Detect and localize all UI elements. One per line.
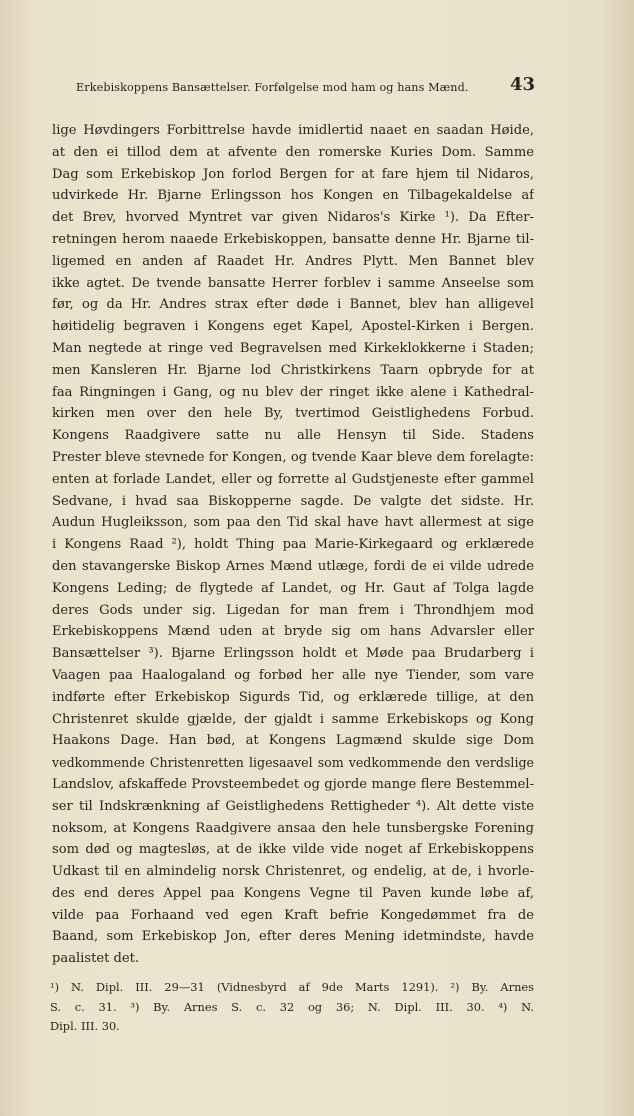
body-line: Erkebiskoppens Mænd uden at bryde sig om hans Advarsler eller	[52, 624, 534, 640]
body-line: ser til Indskrænkning af Geistlighedens Rettigheder ⁴). Alt dette viste	[52, 798, 534, 814]
body-line: Prester bleve stevnede for Kongen, og tvende Kaar bleve dem forelagte:	[52, 449, 534, 465]
body-line: Landslov, afskaffede Provsteembedet og gjorde mange flere Bestemmel-	[52, 776, 534, 792]
body-line: des end deres Appel paa Kongens Vegne til Paven kunde løbe af,	[52, 885, 534, 901]
body-line: Baand, som Erkebiskop Jon, efter deres Mening idetmindste, havde	[52, 929, 534, 945]
body-line: Bansættelser ³). Bjarne Erlingsson holdt et Møde paa Brudarberg i	[52, 646, 534, 662]
footnote-line: S. c. 31. ³) By. Arnes S. c. 32 og 36; N. Dipl. III. 30. ⁴) N.	[50, 999, 534, 1014]
body-line: ikke agtet. De tvende bansatte Herrer forblev i samme Anseelse som	[52, 275, 534, 291]
body-line: lige Høvdingers Forbittrelse havde imidlertid naaet en saadan Høide,	[52, 123, 534, 138]
body-line: Sedvane, i hvad saa Biskopperne sagde. De valgte det sidste. Hr.	[52, 493, 534, 509]
body-line: den stavangerske Biskop Arnes Mænd utlæge, fordi de ei vilde udrede	[52, 558, 534, 574]
body-line: retningen herom naaede Erkebiskoppen, bansatte denne Hr. Bjarne til-	[52, 231, 534, 247]
body-line: men Kansleren Hr. Bjarne lod Christkirkens Taarn opbryde for at	[52, 362, 534, 378]
body-line: udvirkede Hr. Bjarne Erlingsson hos Kongen en Tilbagekaldelse af	[52, 188, 534, 204]
running-head: Erkebiskoppens Bansættelser. Forfølgelse mod ham og hans Mænd.	[76, 81, 469, 94]
body-line: vedkommende Christenretten ligesaavel som vedkommende den verdslige	[52, 755, 534, 771]
body-line: Vaagen paa Haalogaland og forbød her alle nye Tiender, som vare	[52, 667, 534, 683]
body-line: Udkast til en almindelig norsk Christenret, og endelig, at de, i hvorle-	[52, 864, 534, 880]
footnote-line: ¹) N. Dipl. III. 29—31 (Vidnesbyrd af 9de Marts 1291). ²) By. Arnes	[50, 980, 534, 994]
body-line: Man negtede at ringe ved Begravelsen med Kirkeklokkerne i Staden;	[52, 340, 534, 356]
body-line: før, og da Hr. Andres strax efter døde i Bannet, blev han alligevel	[52, 297, 534, 313]
body-line: enten at forlade Landet, eller og forrette al Gudstjeneste efter gammel	[52, 471, 534, 487]
body-line: Dag som Erkebiskop Jon forlod Bergen for at fare hjem til Nidaros,	[52, 166, 534, 182]
body-line: Kongens Leding; de flygtede af Landet, og Hr. Gaut af Tolga lagde	[52, 580, 534, 596]
body-line: faa Ringningen i Gang, og nu blev der ringet ikke alene i Kathedral-	[52, 384, 534, 400]
body-line: høitidelig begraven i Kongens eget Kapel, Apostel-Kirken i Bergen.	[52, 319, 534, 335]
footnote-line: Dipl. III. 30.	[50, 1019, 120, 1033]
body-line: Audun Hugleiksson, som paa den Tid skal have havt allermest at sige	[52, 515, 534, 531]
body-line: vilde paa Forhaand ved egen Kraft befrie Kongedømmet fra de	[52, 907, 534, 923]
body-line: deres Gods under sig. Ligedan for man frem i Throndhjem mod	[52, 602, 534, 618]
body-line: noksom, at Kongens Raadgivere ansaa den hele tunsbergske Forening	[52, 820, 534, 836]
body-line: Christenret skulde gjælde, der gjaldt i samme Erkebiskops og Kong	[52, 711, 534, 727]
body-line: indførte efter Erkebiskop Sigurds Tid, og erklærede tillige, at den	[52, 689, 534, 705]
page-number: 43	[510, 74, 536, 95]
body-text	[52, 120, 534, 970]
body-line: det Brev, hvorved Myntret var given Nidaros's Kirke ¹). Da Efter-	[52, 210, 534, 226]
body-line: paalistet det.	[52, 951, 140, 967]
body-line: Kongens Raadgivere satte nu alle Hensyn til Side. Stadens	[52, 428, 534, 444]
body-line: ligemed en anden af Raadet Hr. Andres Plytt. Men Bannet blev	[52, 253, 534, 269]
body-line: kirken men over den hele By, tvertimod Geistlighedens Forbud.	[52, 406, 534, 422]
body-line: Haakons Dage. Han bød, at Kongens Lagmænd skulde sige Dom	[52, 733, 534, 749]
footnotes	[50, 978, 534, 1037]
body-line: som død og magtesløs, at de ikke vilde vide noget af Erkebiskoppens	[52, 842, 534, 858]
body-line: at den ei tillod dem at afvente den romerske Kuries Dom. Samme	[52, 144, 534, 160]
body-line: i Kongens Raad ²), holdt Thing paa Marie-Kirkegaard og erklærede	[52, 537, 534, 553]
